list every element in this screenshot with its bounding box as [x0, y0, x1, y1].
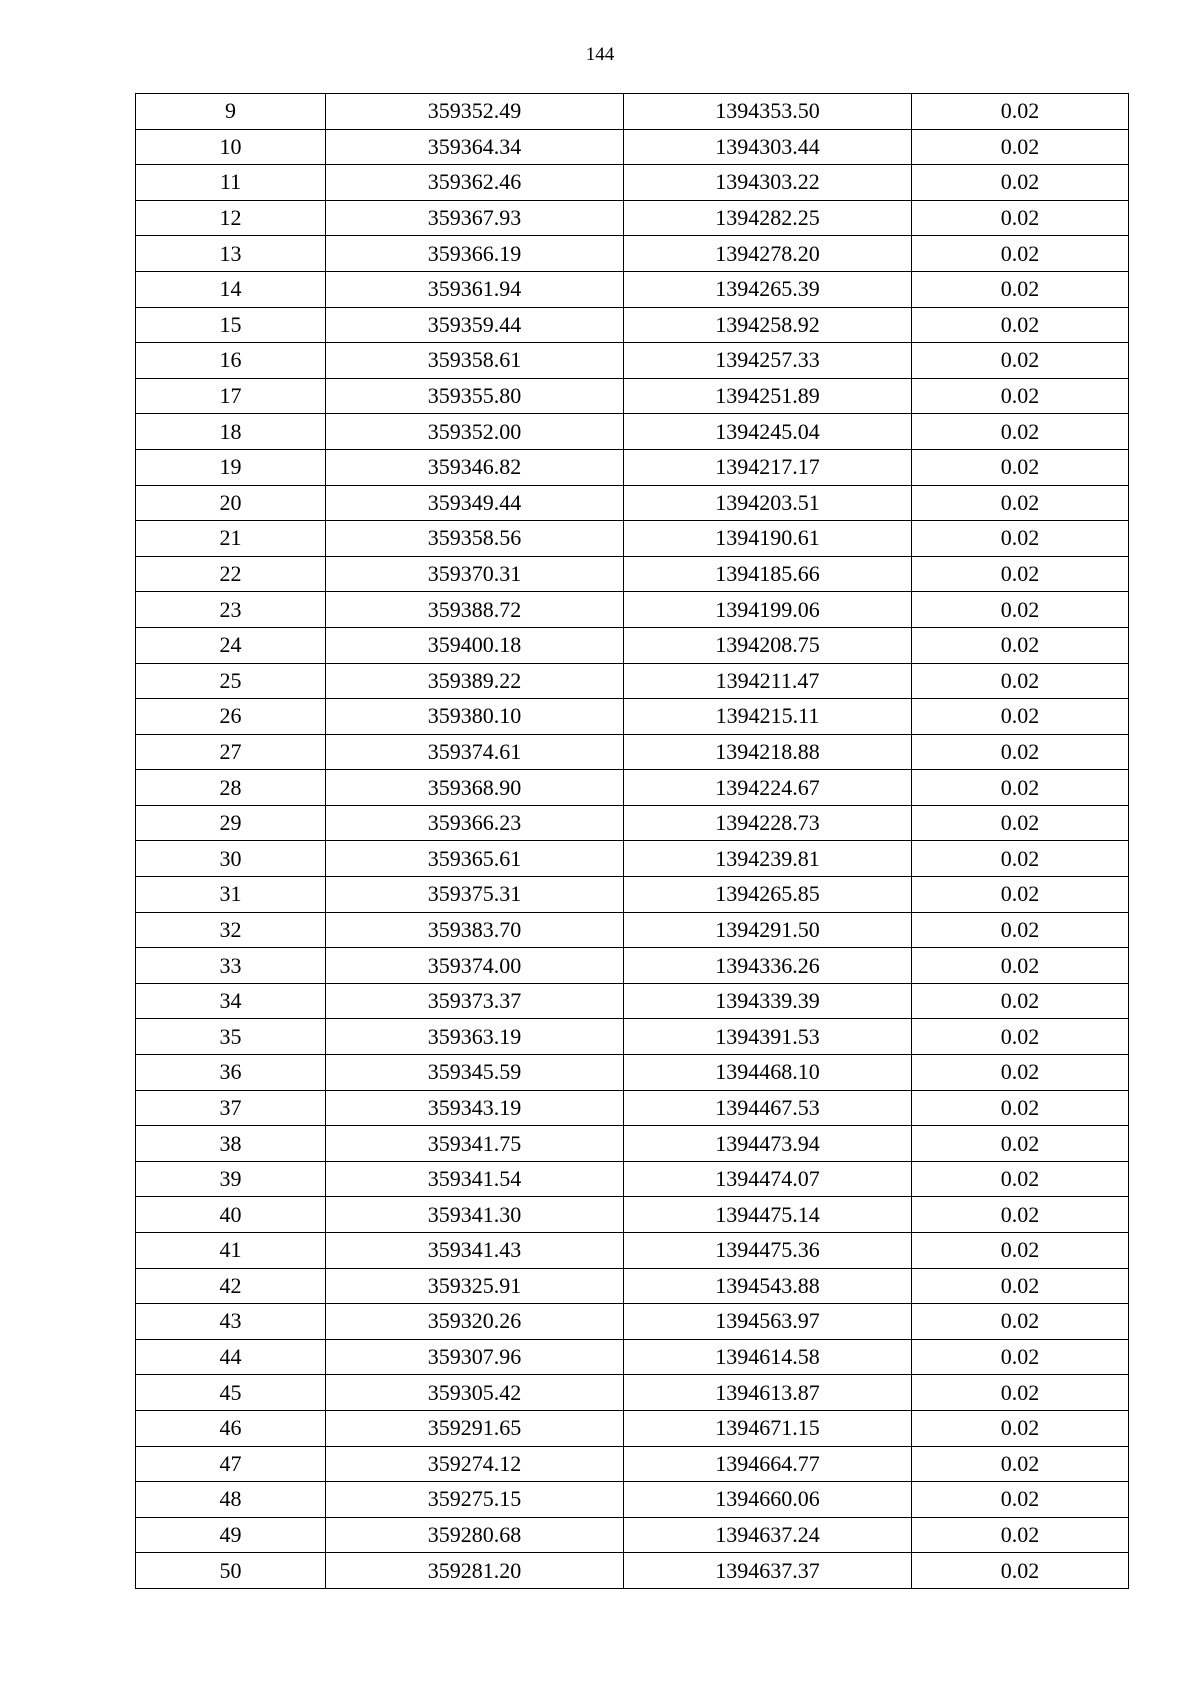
table-row	[136, 94, 1129, 130]
y-coordinate-cell: 1394218.88	[624, 734, 912, 770]
point-number-cell: 49	[136, 1517, 326, 1553]
x-coordinate-cell: 359383.70	[326, 912, 624, 948]
point-number-cell: 44	[136, 1339, 326, 1375]
y-coordinate-cell: 1394391.53	[624, 1019, 912, 1055]
table-row	[136, 663, 1129, 699]
error-cell: 0.02	[912, 1553, 1129, 1589]
error-cell: 0.02	[912, 343, 1129, 379]
error-cell: 0.02	[912, 1233, 1129, 1269]
point-number-cell: 34	[136, 983, 326, 1019]
table-row	[136, 1410, 1129, 1446]
x-coordinate-cell: 359380.10	[326, 699, 624, 735]
y-coordinate-cell: 1394637.37	[624, 1553, 912, 1589]
error-cell: 0.02	[912, 699, 1129, 735]
coordinates-table	[135, 93, 1129, 1589]
error-cell: 0.02	[912, 627, 1129, 663]
table-row	[136, 1161, 1129, 1197]
y-coordinate-cell: 1394637.24	[624, 1517, 912, 1553]
table-row	[136, 1019, 1129, 1055]
y-coordinate-cell: 1394211.47	[624, 663, 912, 699]
table-body	[136, 94, 1129, 1589]
table-row	[136, 912, 1129, 948]
x-coordinate-cell: 359305.42	[326, 1375, 624, 1411]
point-number-cell: 25	[136, 663, 326, 699]
y-coordinate-cell: 1394475.36	[624, 1233, 912, 1269]
y-coordinate-cell: 1394339.39	[624, 983, 912, 1019]
point-number-cell: 29	[136, 805, 326, 841]
error-cell: 0.02	[912, 414, 1129, 450]
error-cell: 0.02	[912, 1482, 1129, 1518]
point-number-cell: 17	[136, 378, 326, 414]
x-coordinate-cell: 359365.61	[326, 841, 624, 877]
error-cell: 0.02	[912, 948, 1129, 984]
point-number-cell: 32	[136, 912, 326, 948]
table-row	[136, 414, 1129, 450]
error-cell: 0.02	[912, 983, 1129, 1019]
y-coordinate-cell: 1394660.06	[624, 1482, 912, 1518]
x-coordinate-cell: 359280.68	[326, 1517, 624, 1553]
error-cell: 0.02	[912, 485, 1129, 521]
point-number-cell: 35	[136, 1019, 326, 1055]
y-coordinate-cell: 1394473.94	[624, 1126, 912, 1162]
error-cell: 0.02	[912, 1055, 1129, 1091]
x-coordinate-cell: 359400.18	[326, 627, 624, 663]
x-coordinate-cell: 359275.15	[326, 1482, 624, 1518]
x-coordinate-cell: 359341.43	[326, 1233, 624, 1269]
x-coordinate-cell: 359349.44	[326, 485, 624, 521]
x-coordinate-cell: 359375.31	[326, 877, 624, 913]
point-number-cell: 47	[136, 1446, 326, 1482]
x-coordinate-cell: 359373.37	[326, 983, 624, 1019]
point-number-cell: 11	[136, 165, 326, 201]
table-row	[136, 1197, 1129, 1233]
y-coordinate-cell: 1394336.26	[624, 948, 912, 984]
table-row	[136, 841, 1129, 877]
x-coordinate-cell: 359274.12	[326, 1446, 624, 1482]
error-cell: 0.02	[912, 912, 1129, 948]
table-row	[136, 271, 1129, 307]
y-coordinate-cell: 1394543.88	[624, 1268, 912, 1304]
error-cell: 0.02	[912, 556, 1129, 592]
y-coordinate-cell: 1394353.50	[624, 94, 912, 130]
table-row	[136, 877, 1129, 913]
y-coordinate-cell: 1394224.67	[624, 770, 912, 806]
y-coordinate-cell: 1394475.14	[624, 1197, 912, 1233]
x-coordinate-cell: 359346.82	[326, 449, 624, 485]
error-cell: 0.02	[912, 1161, 1129, 1197]
point-number-cell: 45	[136, 1375, 326, 1411]
y-coordinate-cell: 1394265.39	[624, 271, 912, 307]
table-row	[136, 948, 1129, 984]
error-cell: 0.02	[912, 841, 1129, 877]
x-coordinate-cell: 359389.22	[326, 663, 624, 699]
x-coordinate-cell: 359345.59	[326, 1055, 624, 1091]
table-row	[136, 1482, 1129, 1518]
y-coordinate-cell: 1394278.20	[624, 236, 912, 272]
table-row	[136, 734, 1129, 770]
y-coordinate-cell: 1394258.92	[624, 307, 912, 343]
table-row	[136, 1055, 1129, 1091]
error-cell: 0.02	[912, 592, 1129, 628]
table-row	[136, 805, 1129, 841]
x-coordinate-cell: 359370.31	[326, 556, 624, 592]
point-number-cell: 43	[136, 1304, 326, 1340]
x-coordinate-cell: 359341.30	[326, 1197, 624, 1233]
error-cell: 0.02	[912, 236, 1129, 272]
point-number-cell: 46	[136, 1410, 326, 1446]
x-coordinate-cell: 359341.54	[326, 1161, 624, 1197]
table-row	[136, 200, 1129, 236]
point-number-cell: 26	[136, 699, 326, 735]
y-coordinate-cell: 1394265.85	[624, 877, 912, 913]
table-row	[136, 165, 1129, 201]
y-coordinate-cell: 1394474.07	[624, 1161, 912, 1197]
table-row	[136, 343, 1129, 379]
point-number-cell: 40	[136, 1197, 326, 1233]
point-number-cell: 31	[136, 877, 326, 913]
x-coordinate-cell: 359364.34	[326, 129, 624, 165]
error-cell: 0.02	[912, 271, 1129, 307]
x-coordinate-cell: 359352.00	[326, 414, 624, 450]
x-coordinate-cell: 359291.65	[326, 1410, 624, 1446]
error-cell: 0.02	[912, 1268, 1129, 1304]
table-row	[136, 1517, 1129, 1553]
y-coordinate-cell: 1394245.04	[624, 414, 912, 450]
y-coordinate-cell: 1394257.33	[624, 343, 912, 379]
error-cell: 0.02	[912, 734, 1129, 770]
table-row	[136, 1126, 1129, 1162]
x-coordinate-cell: 359388.72	[326, 592, 624, 628]
table-row	[136, 1304, 1129, 1340]
x-coordinate-cell: 359367.93	[326, 200, 624, 236]
point-number-cell: 9	[136, 94, 326, 130]
x-coordinate-cell: 359281.20	[326, 1553, 624, 1589]
point-number-cell: 37	[136, 1090, 326, 1126]
table-row	[136, 699, 1129, 735]
point-number-cell: 33	[136, 948, 326, 984]
error-cell: 0.02	[912, 1197, 1129, 1233]
table-row	[136, 770, 1129, 806]
error-cell: 0.02	[912, 1090, 1129, 1126]
y-coordinate-cell: 1394208.75	[624, 627, 912, 663]
point-number-cell: 16	[136, 343, 326, 379]
error-cell: 0.02	[912, 200, 1129, 236]
table-row	[136, 627, 1129, 663]
table-row	[136, 307, 1129, 343]
point-number-cell: 23	[136, 592, 326, 628]
point-number-cell: 42	[136, 1268, 326, 1304]
error-cell: 0.02	[912, 663, 1129, 699]
y-coordinate-cell: 1394215.11	[624, 699, 912, 735]
point-number-cell: 30	[136, 841, 326, 877]
y-coordinate-cell: 1394303.22	[624, 165, 912, 201]
x-coordinate-cell: 359361.94	[326, 271, 624, 307]
table-row	[136, 485, 1129, 521]
x-coordinate-cell: 359363.19	[326, 1019, 624, 1055]
point-number-cell: 41	[136, 1233, 326, 1269]
y-coordinate-cell: 1394217.17	[624, 449, 912, 485]
table-row	[136, 521, 1129, 557]
error-cell: 0.02	[912, 1517, 1129, 1553]
x-coordinate-cell: 359341.75	[326, 1126, 624, 1162]
point-number-cell: 48	[136, 1482, 326, 1518]
x-coordinate-cell: 359366.23	[326, 805, 624, 841]
point-number-cell: 21	[136, 521, 326, 557]
y-coordinate-cell: 1394664.77	[624, 1446, 912, 1482]
x-coordinate-cell: 359368.90	[326, 770, 624, 806]
point-number-cell: 36	[136, 1055, 326, 1091]
error-cell: 0.02	[912, 165, 1129, 201]
x-coordinate-cell: 359366.19	[326, 236, 624, 272]
error-cell: 0.02	[912, 378, 1129, 414]
table-row	[136, 1233, 1129, 1269]
y-coordinate-cell: 1394185.66	[624, 556, 912, 592]
error-cell: 0.02	[912, 1410, 1129, 1446]
error-cell: 0.02	[912, 1375, 1129, 1411]
point-number-cell: 12	[136, 200, 326, 236]
error-cell: 0.02	[912, 1126, 1129, 1162]
point-number-cell: 50	[136, 1553, 326, 1589]
point-number-cell: 13	[136, 236, 326, 272]
error-cell: 0.02	[912, 1446, 1129, 1482]
error-cell: 0.02	[912, 449, 1129, 485]
x-coordinate-cell: 359358.56	[326, 521, 624, 557]
x-coordinate-cell: 359325.91	[326, 1268, 624, 1304]
table-row	[136, 1339, 1129, 1375]
y-coordinate-cell: 1394282.25	[624, 200, 912, 236]
point-number-cell: 28	[136, 770, 326, 806]
point-number-cell: 18	[136, 414, 326, 450]
page-number: 144	[585, 44, 615, 65]
x-coordinate-cell: 359320.26	[326, 1304, 624, 1340]
error-cell: 0.02	[912, 307, 1129, 343]
table-row	[136, 1090, 1129, 1126]
x-coordinate-cell: 359343.19	[326, 1090, 624, 1126]
x-coordinate-cell: 359374.00	[326, 948, 624, 984]
point-number-cell: 10	[136, 129, 326, 165]
x-coordinate-cell: 359358.61	[326, 343, 624, 379]
error-cell: 0.02	[912, 94, 1129, 130]
x-coordinate-cell: 359362.46	[326, 165, 624, 201]
x-coordinate-cell: 359307.96	[326, 1339, 624, 1375]
point-number-cell: 22	[136, 556, 326, 592]
error-cell: 0.02	[912, 1339, 1129, 1375]
table-row	[136, 1553, 1129, 1589]
error-cell: 0.02	[912, 521, 1129, 557]
point-number-cell: 27	[136, 734, 326, 770]
error-cell: 0.02	[912, 1019, 1129, 1055]
point-number-cell: 20	[136, 485, 326, 521]
point-number-cell: 39	[136, 1161, 326, 1197]
error-cell: 0.02	[912, 770, 1129, 806]
error-cell: 0.02	[912, 877, 1129, 913]
point-number-cell: 38	[136, 1126, 326, 1162]
x-coordinate-cell: 359355.80	[326, 378, 624, 414]
point-number-cell: 24	[136, 627, 326, 663]
x-coordinate-cell: 359359.44	[326, 307, 624, 343]
y-coordinate-cell: 1394190.61	[624, 521, 912, 557]
table-row	[136, 378, 1129, 414]
table-row	[136, 1446, 1129, 1482]
y-coordinate-cell: 1394467.53	[624, 1090, 912, 1126]
y-coordinate-cell: 1394563.97	[624, 1304, 912, 1340]
y-coordinate-cell: 1394203.51	[624, 485, 912, 521]
y-coordinate-cell: 1394613.87	[624, 1375, 912, 1411]
y-coordinate-cell: 1394468.10	[624, 1055, 912, 1091]
table-row	[136, 556, 1129, 592]
table-row	[136, 592, 1129, 628]
y-coordinate-cell: 1394291.50	[624, 912, 912, 948]
y-coordinate-cell: 1394228.73	[624, 805, 912, 841]
table-row	[136, 1375, 1129, 1411]
table-row	[136, 983, 1129, 1019]
table-row	[136, 236, 1129, 272]
y-coordinate-cell: 1394614.58	[624, 1339, 912, 1375]
table-row	[136, 129, 1129, 165]
table-row	[136, 1268, 1129, 1304]
x-coordinate-cell: 359352.49	[326, 94, 624, 130]
point-number-cell: 19	[136, 449, 326, 485]
point-number-cell: 15	[136, 307, 326, 343]
y-coordinate-cell: 1394251.89	[624, 378, 912, 414]
error-cell: 0.02	[912, 129, 1129, 165]
y-coordinate-cell: 1394671.15	[624, 1410, 912, 1446]
point-number-cell: 14	[136, 271, 326, 307]
error-cell: 0.02	[912, 805, 1129, 841]
y-coordinate-cell: 1394239.81	[624, 841, 912, 877]
error-cell: 0.02	[912, 1304, 1129, 1340]
x-coordinate-cell: 359374.61	[326, 734, 624, 770]
y-coordinate-cell: 1394199.06	[624, 592, 912, 628]
y-coordinate-cell: 1394303.44	[624, 129, 912, 165]
table-row	[136, 449, 1129, 485]
